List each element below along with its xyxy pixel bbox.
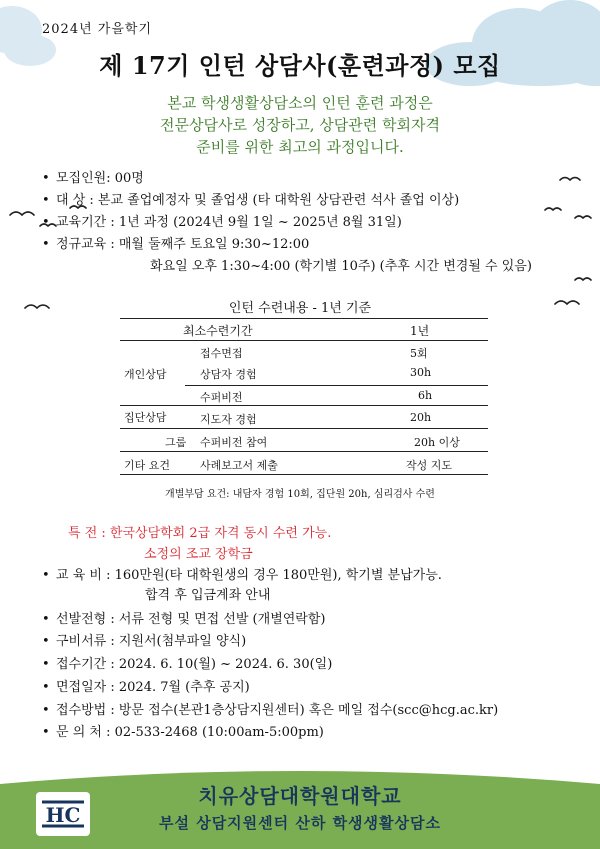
table-item: 접수면접	[200, 347, 243, 360]
special-benefit-2: 소정의 조교 장학금	[144, 547, 253, 562]
info-recruit: • 모집인원: 00명	[42, 171, 144, 186]
intro-line-2: 전문상담사로 성장하고, 상담관련 학회자격	[160, 116, 440, 134]
table-value: 작성 지도	[406, 459, 453, 472]
intro-text	[0, 92, 600, 158]
table-rule	[120, 428, 488, 429]
info-regular-2: 화요일 오후 1:30~4:00 (학기별 10주) (추후 시간 변경될 수 있음)	[150, 259, 532, 274]
table-value: 20h 이상	[414, 436, 460, 449]
center-name: 부설 상담지원센터 산하 학생생활상담소	[159, 814, 441, 832]
table-title: 인턴 수련내용 - 1년 기준	[228, 301, 372, 316]
table-item: 상담자 경험	[200, 368, 257, 381]
table-group: 개인상담	[124, 368, 167, 381]
info-regular: • 정규교육 : 매월 둘째주 토요일 9:30~12:00	[42, 237, 310, 252]
table-rule	[120, 340, 488, 341]
table-value: 30h	[410, 366, 432, 379]
intro-line-1: 본교 학생생활상담소의 인턴 훈련 과정은	[167, 94, 433, 112]
detail-method: • 접수방법 : 방문 접수(본관1층상담지원센터) 혹은 메일 접수(scc@hcg.ac.kr)	[42, 703, 499, 718]
table-note: 개별부담 요건: 내담자 경험 10회, 집단원 20h, 심리검사 수련	[165, 489, 435, 500]
info-target: • 대 상 : 본교 졸업예정자 및 졸업생 (타 대학원 상담관련 석사 졸업 이상)	[42, 193, 460, 208]
table-group: 기타 요건	[124, 459, 171, 472]
intro-line-3: 준비를 위한 최고의 과정입니다.	[196, 138, 404, 156]
table-item: 지도자 경험	[200, 413, 257, 426]
detail-selection: • 선발전형 : 서류 전형 및 면접 선발 (개별연락함)	[42, 612, 326, 627]
table-rule	[120, 451, 488, 452]
school-name: 치유상담대학원대학교	[198, 784, 402, 808]
detail-documents: • 구비서류 : 지원서(첨부파일 양식)	[42, 634, 247, 649]
table-item: 수퍼비전 참여	[200, 436, 268, 449]
table-item: 최소수련기간	[183, 324, 253, 338]
detail-contact: • 문 의 처 : 02-533-2468 (10:00am-5:00pm)	[42, 725, 324, 740]
table-value: 5회	[410, 347, 428, 360]
detail-fee: • 교 육 비 : 160만원(타 대학원생의 경우 180만원), 학기별 분납가능.	[42, 568, 442, 583]
svg-text:HC: HC	[45, 803, 81, 827]
table-value: 20h	[410, 411, 432, 424]
info-period: • 교육기간 : 1년 과정 (2024년 9월 1일 ~ 2025년 8월 31일)	[42, 215, 402, 230]
detail-interview: • 면접일자 : 2024. 7월 (추후 공지)	[42, 680, 250, 695]
detail-apply-period: • 접수기간 : 2024. 6. 10(월) ~ 2024. 6. 30(일)	[42, 657, 333, 672]
table-group: 그룹	[165, 436, 187, 449]
table-rule	[185, 385, 488, 386]
table-value: 6h	[418, 389, 433, 402]
semester-label: 2024년 가을학기	[42, 22, 153, 37]
table-bottom-rule	[120, 474, 488, 475]
table-item: 수퍼비전	[200, 391, 243, 404]
table-item: 사례보고서 제출	[200, 459, 278, 472]
table-rule	[120, 405, 488, 406]
page-title: 제 17기 인턴 상담사(훈련과정) 모집	[99, 51, 501, 80]
table-top-rule	[120, 318, 488, 319]
special-benefit: 특 전 : 한국상담학회 2급 자격 동시 수련 가능.	[68, 526, 332, 541]
table-value: 1년	[410, 324, 430, 338]
table-group: 집단상담	[124, 411, 167, 424]
detail-fee-2: 합격 후 입금계좌 안내	[145, 588, 271, 603]
